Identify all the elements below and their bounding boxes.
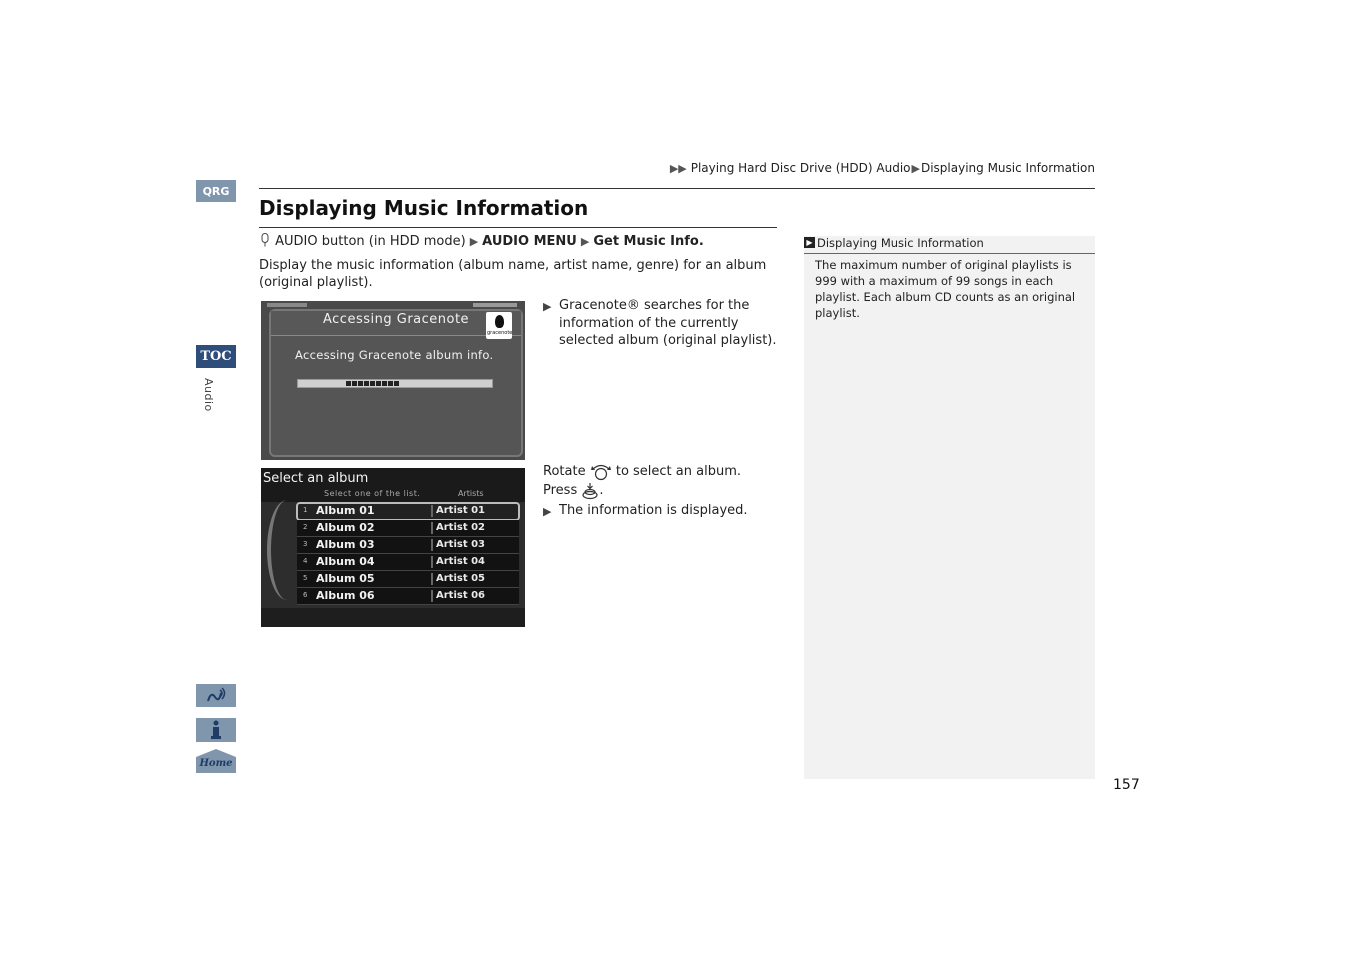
info-icon [209, 720, 223, 740]
screen-accessing-gracenote [261, 301, 525, 460]
nav-path-item: Get Music Info. [593, 234, 704, 249]
album-row[interactable] [297, 520, 519, 537]
side-note-body: The maximum number of original playlists is 999 with a maximum of 99 songs in each playlist. Each album CD counts as an original playlist. [815, 258, 1076, 320]
voice-command-tab[interactable] [196, 684, 236, 707]
breadcrumb [560, 161, 1095, 175]
rotate-prefix: Rotate [543, 464, 586, 479]
voice-command-icon [205, 687, 227, 705]
screen-footer [261, 608, 525, 627]
album-name: Album 02 [316, 521, 375, 534]
qrg-tab[interactable] [196, 180, 236, 202]
column-header-artists: Artists [458, 489, 484, 498]
screen-title: Select an album [263, 471, 369, 486]
home-icon [196, 749, 236, 773]
page-title: Displaying Music Information [259, 196, 589, 220]
album-row[interactable] [297, 503, 519, 520]
screen-top-bar [473, 303, 517, 307]
row-divider [431, 539, 433, 551]
result-instruction [543, 501, 783, 521]
title-rule [259, 227, 777, 228]
dialog-title: Accessing Gracenote [323, 312, 470, 327]
album-list [297, 503, 519, 605]
nav-path [259, 233, 704, 249]
row-divider [431, 590, 433, 602]
album-name: Album 01 [316, 504, 375, 517]
progress-bar [297, 379, 493, 388]
press-knob-icon [581, 482, 599, 500]
press-instruction [543, 481, 783, 500]
row-number: 2 [303, 523, 308, 531]
result-text: The information is displayed. [559, 503, 748, 518]
progress-fill [346, 381, 400, 386]
home-button-icon [259, 233, 271, 247]
gracenote-logo [486, 312, 512, 339]
row-number: 4 [303, 557, 308, 565]
step-arrow-icon: ▶ [543, 300, 552, 313]
section-label: Audio [202, 378, 215, 412]
screen-select-album [261, 468, 525, 627]
breadcrumb-arrow-icon: ▶ [911, 162, 920, 175]
press-suffix: . [599, 483, 604, 498]
press-prefix: Press [543, 483, 578, 498]
side-note-header [804, 236, 1095, 254]
page-number: 157 [1113, 777, 1140, 793]
step-arrow-icon: ▶ [543, 505, 552, 518]
toc-tab[interactable] [196, 345, 236, 368]
gracenote-logo-text: gracenote [487, 330, 513, 336]
dialog-message: Accessing Gracenote album info. [295, 348, 494, 362]
album-name: Album 03 [316, 538, 375, 551]
home-tab[interactable] [196, 749, 236, 773]
album-name: Album 06 [316, 589, 375, 602]
note-marker-icon: ▶ [804, 237, 815, 248]
row-number: 6 [303, 591, 308, 599]
row-number: 5 [303, 574, 308, 582]
description: Display the music information (album name, artist name, genre) for an album (original playlist). [259, 258, 767, 290]
rotate-instruction [543, 462, 783, 481]
step-select-album [543, 462, 783, 521]
breadcrumb-item-current: Displaying Music Information [920, 161, 1095, 175]
header-rule [259, 188, 1095, 189]
row-divider [431, 522, 433, 534]
row-number: 3 [303, 540, 308, 548]
artist-name: Artist 04 [436, 556, 486, 567]
gracenote-logo-icon [495, 315, 504, 328]
nav-path-menu: AUDIO MENU [482, 234, 577, 249]
step-gracenote-text: Gracenote® searches for the information of the currently selected album (original playlist). [559, 298, 777, 348]
screen-top-bar [267, 303, 307, 307]
album-name: Album 05 [316, 572, 375, 585]
artist-name: Artist 01 [436, 505, 486, 516]
album-row[interactable] [297, 554, 519, 571]
qrg-tab-label: QRG [202, 184, 230, 198]
side-note [804, 236, 1095, 779]
index-tab[interactable] [196, 718, 236, 742]
nav-path-arrow-icon: ▶ [469, 235, 479, 248]
artist-name: Artist 05 [436, 573, 486, 584]
album-row[interactable] [297, 588, 519, 605]
row-divider [431, 556, 433, 568]
toc-tab-label: TOC [200, 349, 232, 364]
artist-name: Artist 02 [436, 522, 486, 533]
album-name: Album 04 [316, 555, 375, 568]
artist-name: Artist 03 [436, 539, 486, 550]
side-note-heading: Displaying Music Information [817, 236, 984, 250]
row-number: 1 [303, 506, 308, 514]
nav-path-arrow-icon: ▶ [580, 235, 590, 248]
nav-path-button: AUDIO button (in HDD mode) [275, 234, 466, 249]
rotate-suffix: to select an album. [615, 464, 741, 479]
row-divider [431, 573, 433, 585]
row-divider [431, 505, 433, 517]
breadcrumb-item-hdd-audio[interactable]: Playing Hard Disc Drive (HDD) Audio [690, 161, 911, 175]
album-row[interactable] [297, 571, 519, 588]
rotate-knob-icon [590, 463, 612, 481]
step-gracenote [543, 297, 783, 350]
screen-subtitle: Select one of the list. [324, 489, 421, 498]
breadcrumb-arrow-icon: ▶▶ [669, 162, 687, 175]
artist-name: Artist 06 [436, 590, 486, 601]
album-row[interactable] [297, 537, 519, 554]
home-label: Home [199, 758, 233, 769]
